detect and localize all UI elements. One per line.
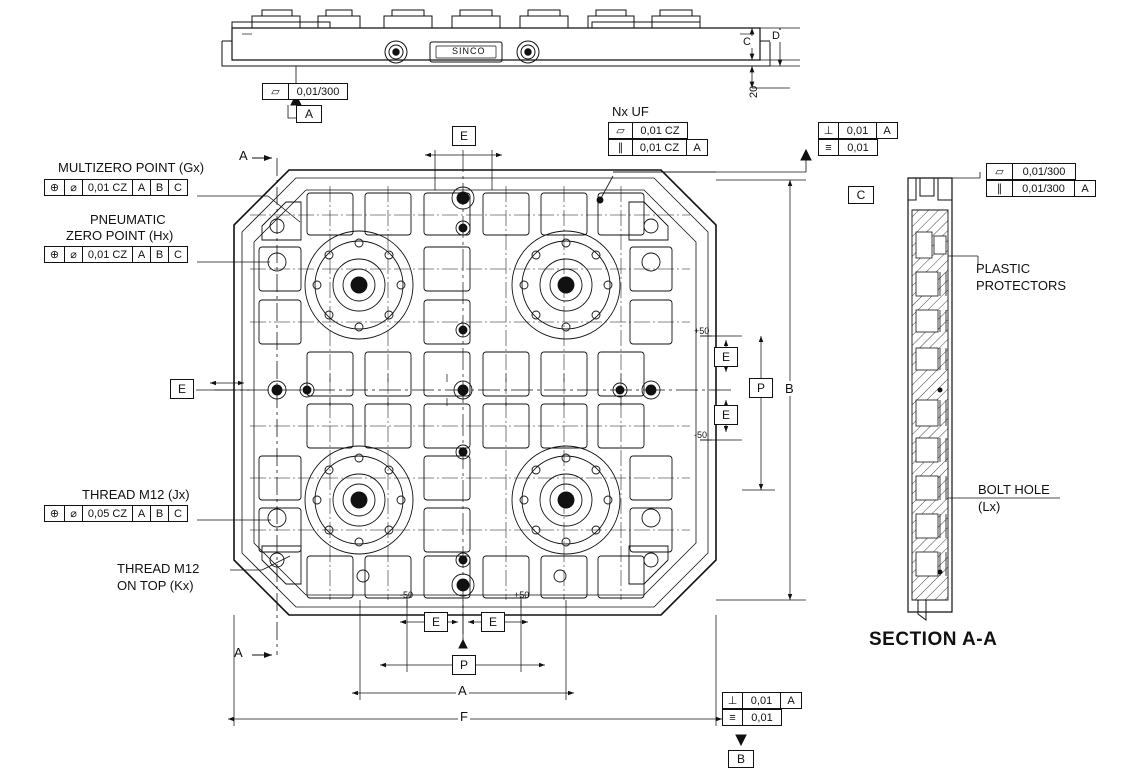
section-arrow-a-top: A bbox=[239, 148, 248, 163]
fcf-symbol: ∥ bbox=[609, 140, 633, 155]
fcf-tolerance: 0,01 CZ bbox=[83, 180, 133, 195]
callout-bolt-hole-line1: BOLT HOLE bbox=[978, 482, 1050, 497]
dim-plus50-bottom: +50 bbox=[514, 590, 530, 600]
dim-e-right-upper: E bbox=[714, 347, 738, 367]
dim-b: B bbox=[785, 381, 794, 396]
callout-pneumatic-line2: ZERO POINT (Hx) bbox=[66, 228, 174, 243]
callout-bolt-hole-line2: (Lx) bbox=[978, 499, 1001, 514]
section-aa-view bbox=[908, 172, 1060, 620]
dim-d: D bbox=[772, 30, 780, 42]
fcf-datum-c: C bbox=[174, 507, 182, 520]
fcf-datum-c: C bbox=[174, 248, 182, 261]
fcf-datum-a: A bbox=[133, 180, 151, 195]
fcf-datum-c: C bbox=[174, 181, 182, 194]
fcf-tolerance: 0,01 bbox=[839, 123, 877, 138]
callout-multizero-label: MULTIZERO POINT (Gx) bbox=[58, 160, 205, 175]
dim-p-right: P bbox=[749, 378, 773, 398]
fcf-symbol: ⊥ bbox=[819, 123, 839, 138]
fcf-tolerance: 0,01 bbox=[743, 693, 781, 708]
fcf-symbol-position: ⊕ bbox=[45, 180, 65, 195]
fcf-datum-a: A bbox=[787, 694, 795, 707]
callout-thread-top-line2: ON TOP (Kx) bbox=[117, 578, 194, 593]
fcf-datum-a: A bbox=[693, 141, 701, 154]
plan-dimensions bbox=[196, 150, 806, 726]
fcf-tolerance: 0,01/300 bbox=[1022, 165, 1066, 178]
plan-bore-features bbox=[268, 187, 660, 596]
fcf-symbol: ▱ bbox=[263, 84, 289, 99]
section-arrow-a-bottom: A bbox=[234, 645, 243, 660]
callout-thread-m12-label: THREAD M12 (Jx) bbox=[82, 487, 190, 502]
dim-e-left: E bbox=[170, 379, 194, 399]
fcf-bottom-sym bbox=[722, 709, 782, 726]
dim-e-bottom-left: E bbox=[424, 612, 448, 632]
datum-b-bottom: B bbox=[728, 750, 754, 768]
fcf-symbol-dia: ⌀ bbox=[65, 247, 83, 262]
fcf-pneumatic bbox=[44, 246, 188, 263]
datum-a-top: A bbox=[296, 105, 322, 123]
dim-e-top: E bbox=[452, 126, 476, 146]
callout-pneumatic-line1: PNEUMATIC bbox=[90, 212, 166, 227]
fcf-tolerance: 0,01 bbox=[847, 141, 869, 154]
fcf-symbol-position: ⊕ bbox=[45, 247, 65, 262]
fcf-nx-uf-flatness bbox=[608, 122, 688, 139]
fcf-datum-a: A bbox=[1081, 182, 1089, 195]
fcf-datum-b: B bbox=[151, 180, 169, 195]
plan-center-axes bbox=[214, 150, 735, 640]
fcf-multizero bbox=[44, 179, 188, 196]
fcf-symbol: ⊥ bbox=[723, 693, 743, 708]
callout-plastic-line2: PROTECTORS bbox=[976, 278, 1067, 293]
dim-20: 20 bbox=[748, 85, 760, 98]
fcf-datum-b: B bbox=[151, 506, 169, 521]
fcf-section-flat bbox=[986, 163, 1076, 180]
fcf-symbol: ≡ bbox=[723, 710, 743, 725]
fcf-symbol: ▱ bbox=[987, 164, 1013, 179]
fcf-datum-a: A bbox=[883, 124, 891, 137]
datum-c-right: C bbox=[848, 186, 874, 204]
fcf-symbol: ≡ bbox=[819, 140, 839, 155]
fcf-top-flatness bbox=[262, 83, 348, 100]
fcf-symbol: ▱ bbox=[609, 123, 633, 138]
fcf-symbol: ∥ bbox=[987, 181, 1013, 196]
fcf-datum-a: A bbox=[133, 247, 151, 262]
brand-nameplate-text: SINCO bbox=[452, 46, 486, 56]
fcf-right-sym bbox=[818, 139, 878, 156]
dim-p-bottom: P bbox=[452, 655, 476, 675]
section-aa-title: SECTION A-A bbox=[869, 629, 998, 650]
fcf-tolerance: 0,01/300 bbox=[296, 85, 340, 98]
dim-minus50-bottom: -50 bbox=[400, 590, 414, 600]
fcf-datum-b: B bbox=[151, 247, 169, 262]
fcf-nx-uf-parallel bbox=[608, 139, 708, 156]
fcf-right-perp bbox=[818, 122, 898, 139]
dim-c: C bbox=[743, 36, 751, 48]
callout-thread-top-line1: THREAD M12 bbox=[117, 561, 200, 576]
fcf-tolerance: 0,01 CZ bbox=[633, 140, 687, 155]
dim-f: F bbox=[460, 709, 468, 724]
fcf-symbol-dia: ⌀ bbox=[65, 180, 83, 195]
fcf-tolerance: 0,01 CZ bbox=[640, 124, 680, 137]
dim-e-bottom-right: E bbox=[481, 612, 505, 632]
fcf-symbol-position: ⊕ bbox=[45, 506, 65, 521]
fcf-tolerance: 0,01/300 bbox=[1013, 181, 1075, 196]
fcf-datum-a: A bbox=[133, 506, 151, 521]
dim-e-right-lower: E bbox=[714, 405, 738, 425]
top-elevation-view bbox=[222, 10, 770, 66]
fcf-symbol-dia: ⌀ bbox=[65, 506, 83, 521]
fcf-tolerance: 0,05 CZ bbox=[83, 506, 133, 521]
fcf-thread-m12 bbox=[44, 505, 188, 522]
fcf-bottom-perp bbox=[722, 692, 802, 709]
dim-a-bottom: A bbox=[458, 683, 467, 698]
callout-nx-uf: Nx UF bbox=[612, 104, 649, 119]
fcf-tolerance: 0,01 CZ bbox=[83, 247, 133, 262]
dim-minus50-right: -50 bbox=[694, 430, 708, 440]
fcf-tolerance: 0,01 bbox=[751, 711, 773, 724]
dim-plus50-right: +50 bbox=[694, 326, 710, 336]
callout-plastic-line1: PLASTIC bbox=[976, 261, 1031, 276]
fcf-section-parallel bbox=[986, 180, 1096, 197]
